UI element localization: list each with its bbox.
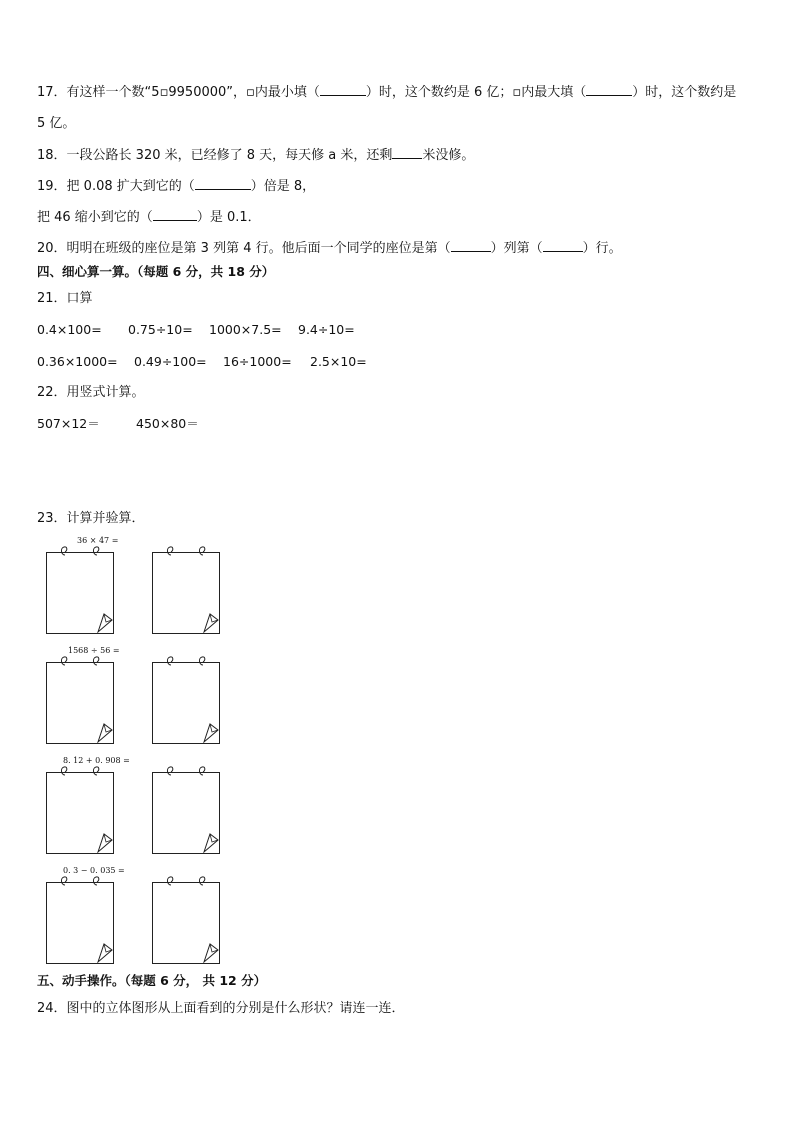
ring-binder-icon [153, 766, 219, 780]
oral-calc-item: 16÷1000= [223, 354, 292, 369]
page-curl-icon [198, 830, 220, 854]
question-20: 20．明明在班级的座位是第 3 列第 4 行。他后面一个同学的座位是第（ ）列第（ ）行。 [37, 241, 622, 256]
vertical-calc-item: 450×80＝ [136, 416, 199, 431]
notepad-calc[interactable] [46, 662, 114, 744]
oral-calc-item: 0.36×1000= [37, 354, 118, 369]
oral-calc-item: 2.5×10= [310, 354, 367, 369]
notepad-calc[interactable] [46, 882, 114, 964]
page-curl-icon [92, 720, 114, 744]
calc-label: 8. 12 + 0. 908 = [63, 756, 130, 765]
section-5-heading: 五、动手操作。（每题 6 分， 共 12 分） [37, 973, 267, 988]
question-19-a: 19．把 0.08 扩大到它的（ ）倍是 8， [37, 179, 316, 194]
question-21-title: 21．口算 [37, 291, 93, 306]
answer-blank[interactable] [320, 83, 366, 96]
answer-blank[interactable] [451, 239, 491, 252]
ring-binder-icon [153, 546, 219, 560]
answer-blank[interactable] [586, 83, 632, 96]
oral-calc-item: 0.75÷10= [128, 322, 193, 337]
oral-calc-item: 0.49÷100= [134, 354, 207, 369]
ring-binder-icon [47, 546, 113, 560]
ring-binder-icon [47, 876, 113, 890]
ring-binder-icon [153, 876, 219, 890]
section-4-heading: 四、细心算一算。（每题 6 分，共 18 分） [37, 264, 275, 279]
question-17-line1: 17．有这样一个数“5▫9950000”，▫内最小填（ ）时，这个数约是 6 亿；▫内最大填（ ）时，这个数约是 [37, 85, 737, 100]
placeholder-box-icon: ▫ [159, 85, 169, 100]
oral-calc-item: 9.4÷10= [298, 322, 355, 337]
ring-binder-icon [47, 766, 113, 780]
ring-binder-icon [153, 656, 219, 670]
question-24-title: 24．图中的立体图形从上面看到的分别是什么形状？请连一连． [37, 1001, 405, 1016]
page-curl-icon [198, 720, 220, 744]
notepad-check[interactable] [152, 882, 220, 964]
notepad-check[interactable] [152, 552, 220, 634]
notepad-check[interactable] [152, 662, 220, 744]
calc-label: 1568 ÷ 56 = [68, 646, 120, 655]
page-curl-icon [198, 610, 220, 634]
calc-label: 36 × 47 = [77, 536, 119, 545]
page-curl-icon [92, 830, 114, 854]
question-17-line2: 5 亿。 [37, 116, 76, 131]
question-22-title: 22．用竖式计算。 [37, 385, 145, 400]
vertical-calc-item: 507×12＝ [37, 416, 100, 431]
oral-calc-item: 1000×7.5= [209, 322, 282, 337]
notepad-check[interactable] [152, 772, 220, 854]
question-23-title: 23．计算并验算． [37, 511, 145, 526]
page-curl-icon [92, 940, 114, 964]
notepad-calc[interactable] [46, 552, 114, 634]
calc-label: 0. 3 − 0. 035 = [63, 866, 125, 875]
notepad-calc[interactable] [46, 772, 114, 854]
placeholder-box-icon: ▫ [246, 85, 255, 100]
page-curl-icon [92, 610, 114, 634]
page-curl-icon [198, 940, 220, 964]
answer-blank[interactable] [153, 208, 197, 221]
answer-blank[interactable] [195, 177, 251, 190]
question-18: 18．一段公路长 320 米，已经修了 8 天，每天修 a 米，还剩 米没修。 [37, 148, 475, 163]
ring-binder-icon [47, 656, 113, 670]
question-19-b: 把 46 缩小到它的（ ）是 0.1． [37, 210, 261, 225]
answer-blank[interactable] [392, 146, 422, 159]
answer-blank[interactable] [543, 239, 583, 252]
placeholder-box-icon: ▫ [512, 85, 522, 100]
oral-calc-item: 0.4×100= [37, 322, 102, 337]
